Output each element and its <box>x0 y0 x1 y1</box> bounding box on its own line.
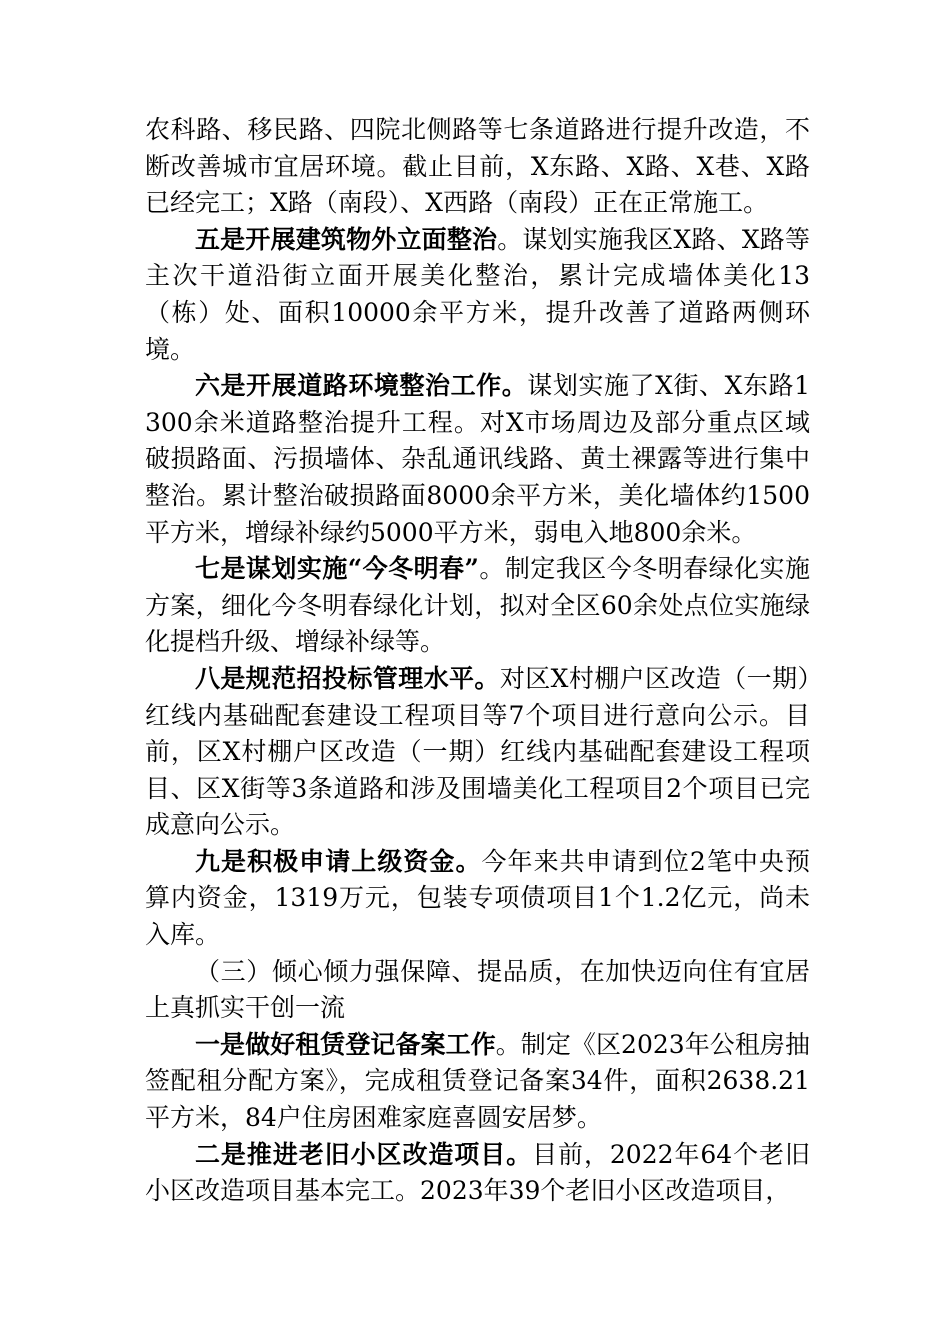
paragraph-text: 。制定《区2023年公租房抽签配租分配方案》，完成租赁登记备案34件，面积2638.21平方米，84户住房困难家庭喜圆安居梦。 <box>145 1029 810 1133</box>
section-heading-text: （三）倾心倾力强保障、提品质，在加快迈向住有宜居上真抓实干创一流 <box>145 956 810 1023</box>
paragraph-text: 。谋划实施我区X路、X路等主次干道沿街立面开展美化整治，累计完成墙体美化13（栋）处、面积10000余平方米，提升改善了道路两侧环境。 <box>145 224 810 364</box>
paragraph-text: 目前，2022年64个老旧小区改造项目基本完工。2023年39个老旧小区改造项目， <box>145 1139 810 1206</box>
paragraph-item-9 <box>145 844 810 954</box>
paragraph-continued <box>145 112 810 222</box>
paragraph-item-6 <box>145 368 810 551</box>
paragraph-item-5 <box>145 222 810 368</box>
document-body <box>145 112 810 1210</box>
paragraph-text: 谋划实施了X街、X东路1300余米道路整治提升工程。对X市场周边及部分重点区域破损路面、污损墙体、杂乱通讯线路、黄土裸露等进行集中整治。累计整治破损路面8000余平方米，美化墙体约1500平方米，增绿补绿约5000平方米，弱电入地800余米。 <box>145 371 810 547</box>
section-heading-3 <box>145 954 810 1027</box>
paragraph-text: 。制定我区今冬明春绿化实施方案，细化今冬明春绿化计划，拟对全区60余处点位实施绿化提档升级、增绿补绿等。 <box>145 554 810 657</box>
paragraph-heading: 八是规范招投标管理水平。 <box>195 663 500 693</box>
paragraph-item-7 <box>145 551 810 661</box>
paragraph-heading: 九是积极申请上级资金。 <box>195 846 482 876</box>
paragraph-text: 今年来共申请到位2笔中央预算内资金，1319万元，包装专项债项目1个1.2亿元，尚未入库。 <box>145 846 810 950</box>
paragraph-text: 农科路、移民路、四院北侧路等七条道路进行提升改造，不断改善城市宜居环境。截止目前，X东路、X路、X巷、X路已经完工；X路（南段）、X西路（南段）正在正常施工。 <box>145 115 810 218</box>
paragraph-heading: 五是开展建筑物外立面整治 <box>195 224 498 254</box>
paragraph-heading: 六是开展道路环境整治工作。 <box>195 371 528 401</box>
paragraph-section3-item-2 <box>145 1137 810 1210</box>
paragraph-heading: 二是推进老旧小区改造项目。 <box>195 1139 533 1169</box>
paragraph-text: 对区X村棚户区改造（一期）红线内基础配套建设工程项目等7个项目进行意向公示。目前，区X村棚户区改造（一期）红线内基础配套建设工程项目、区X街等3条道路和涉及围墙美化工程项目2个项目已完成意向公示。 <box>145 663 810 840</box>
paragraph-section3-item-1 <box>145 1027 810 1137</box>
paragraph-heading: 七是谋划实施“今冬明春” <box>195 554 479 584</box>
paragraph-item-8 <box>145 661 810 844</box>
paragraph-heading: 一是做好租赁登记备案工作 <box>195 1029 496 1059</box>
